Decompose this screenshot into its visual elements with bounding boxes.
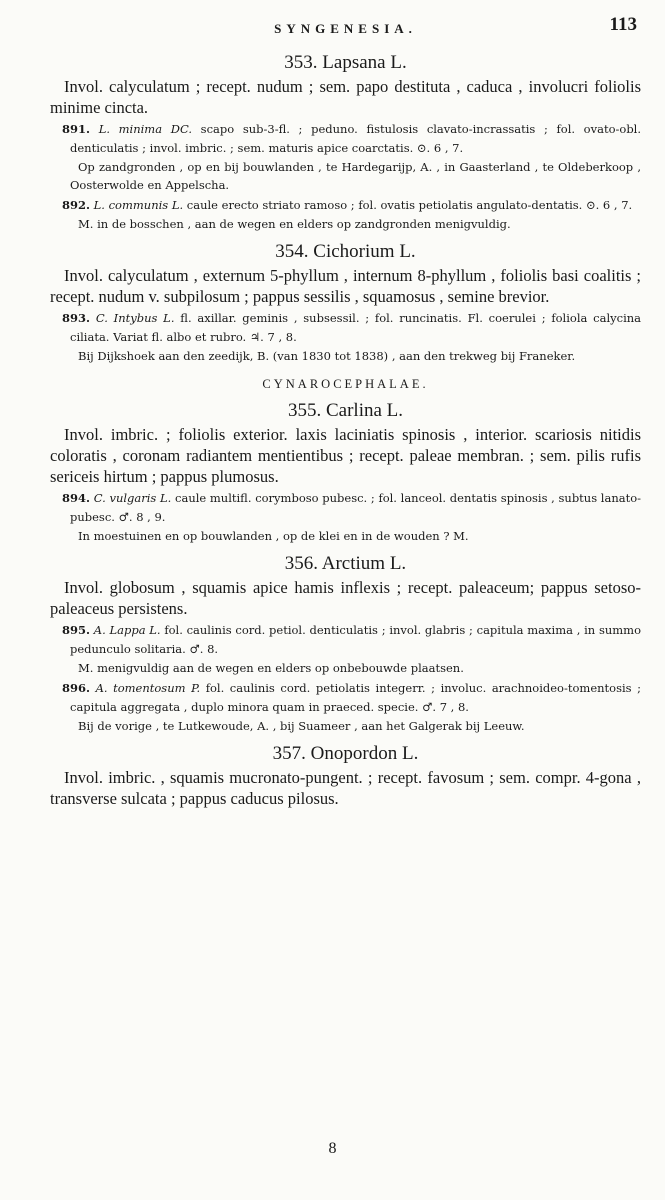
species-number: 893. (62, 311, 91, 325)
section-heading: CYNAROCEPHALAE. (262, 377, 429, 391)
species-name: L. communis L. (93, 198, 184, 212)
locality-note: M. menigvuldig aan de wegen en elders op onbebouwde plaatsen. (78, 661, 464, 675)
species-number: 892. (62, 198, 91, 212)
species-diagnosis: caule multifl. corymboso pubesc. ; fol. lanceol. dentatis spinosis , subtus lanato-pubesc. ♂. 8 , 9. (70, 491, 642, 524)
running-head: SYNGENESIA. (274, 21, 417, 36)
genus-heading: 354. Cichorium L. (275, 241, 416, 262)
species-entry (50, 120, 641, 158)
genus-heading: 356. Arctium L. (284, 553, 407, 574)
species-entry (50, 196, 641, 215)
species-name: L. minima DC. (98, 122, 192, 136)
species-entry (50, 621, 641, 659)
genus-description: Invol. imbric. , squamis mucronato-pungent. ; recept. favosum ; sem. compr. 4-gona , transverse sulcata ; pappus caducus pilosus. (50, 768, 641, 808)
species-name: A. tomentosum P. (95, 681, 201, 695)
locality-note: Bij de vorige , te Lutkewoude, A. , bij Suameer , aan het Galgerak bij Leeuw. (78, 719, 525, 733)
locality-note: M. in de bosschen , aan de wegen en elders op zandgronden menigvuldig. (78, 217, 511, 231)
species-diagnosis: caule erecto striato ramoso ; fol. ovatis petiolatis angulato-dentatis. ⊙. 6 , 7. (186, 198, 633, 212)
genus-heading: 357. Onopordon L. (272, 743, 419, 764)
species-diagnosis: fl. axillar. geminis , subsessil. ; fol. runcinatis. Fl. coerulei ; foliola calycina ciliata. Variat fl. albo et rubro. ♃. 7 , 8. (70, 311, 642, 344)
page-header (50, 14, 641, 44)
species-name: C. Intybus L. (95, 311, 175, 325)
species-entry (50, 309, 641, 347)
locality-note: In moestuinen en op bouwlanden , op de klei en in de wouden ? M. (78, 529, 469, 543)
signature-mark: 8 (328, 1140, 337, 1157)
species-number: 891. (62, 122, 91, 136)
species-diagnosis: scapo sub-3-fl. ; peduno. fistulosis clavato-incrassatis ; fol. ovato-obl. denticulatis ; invol. imbric. ; sem. maturis apice coarctatis. ⊙. 6 , 7. (70, 122, 642, 155)
body-text (50, 52, 641, 809)
locality-note: Op zandgronden , op en bij bouwlanden , te Hardegarijp, A. , in Gaasterland , te Oldeberkoop , Oosterwolde en Appelscha. (70, 160, 641, 192)
page-number: 113 (609, 14, 637, 35)
species-number: 895. (62, 623, 91, 637)
species-entry (50, 679, 641, 717)
genus-heading: 353. Lapsana L. (284, 52, 407, 73)
species-name: C. vulgaris L. (93, 491, 172, 505)
species-entry (50, 489, 641, 527)
genus-description: Invol. imbric. ; foliolis exterior. laxis laciniatis spinosis , interior. scariosis nitidis coloratis , coronam radiantem mentientibus ; recept. paleae membran. ; sem. pilis rufis sericeis hirtum ; pappus plumosus. (50, 425, 641, 486)
species-name: A. Lappa L. (93, 623, 161, 637)
genus-description: Invol. calyculatum ; recept. nudum ; sem. papo destituta , caduca , involucri foliolis minime cincta. (50, 77, 641, 117)
genus-heading: 355. Carlina L. (287, 400, 404, 421)
locality-note: Bij Dijkshoek aan den zeedijk, B. (van 1830 tot 1838) , aan den trekweg bij Franeker. (78, 349, 576, 363)
species-number: 894. (62, 491, 91, 505)
genus-description: Invol. calyculatum , externum 5-phyllum , internum 8-phyllum , foliolis basi coalitis ; recept. nudum v. subpilosum ; pappus sessilis , squamosus , semine brevior. (50, 266, 641, 306)
species-diagnosis: fol. caulinis cord. petiol. denticulatis ; invol. glabris ; capitula maxima , in summo pedunculo solitaria. ♂. 8. (70, 623, 641, 656)
genus-description: Invol. globosum , squamis apice hamis inflexis ; recept. paleaceum; pappus setoso-paleaceus persistens. (50, 578, 641, 618)
species-number: 896. (62, 681, 91, 695)
species-diagnosis: fol. caulinis cord. petiolatis integerr. ; involuc. arachnoideo-tomentosis ; capitula aggregata , duplo minora quam in praeced. specie. ♂. 7 , 8. (70, 681, 641, 714)
